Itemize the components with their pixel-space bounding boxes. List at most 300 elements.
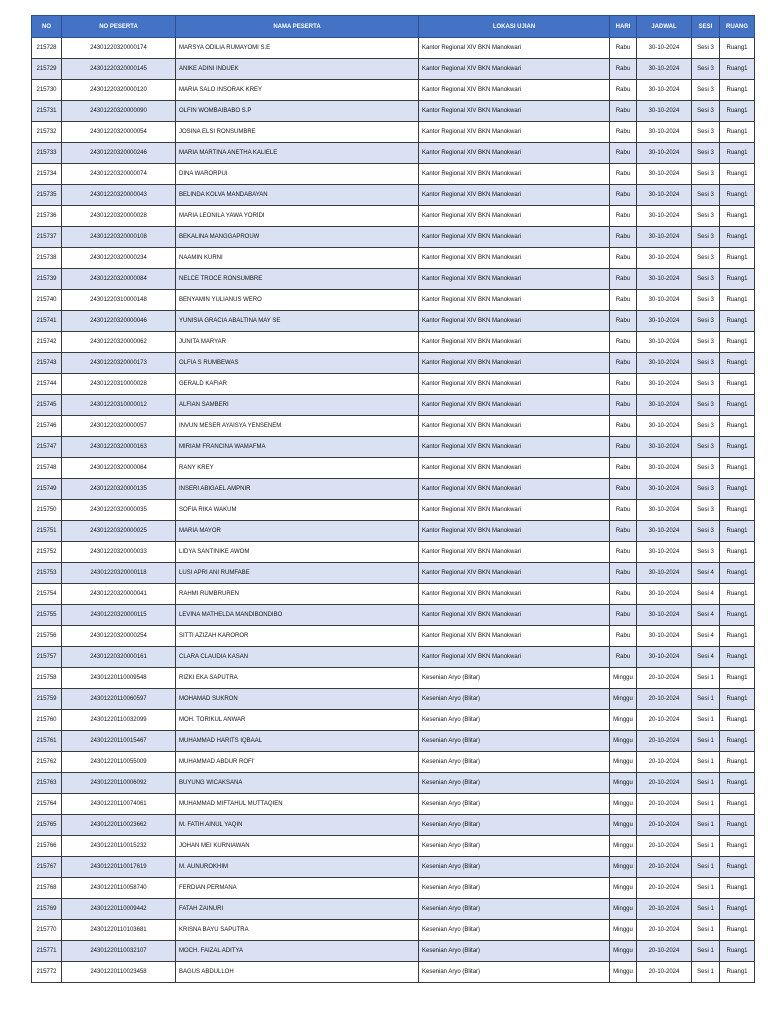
exam-location-cell: Kesenian Aryo (Blitar) <box>419 752 610 773</box>
exam-day-cell: Minggu <box>610 752 637 773</box>
table-row <box>32 857 755 878</box>
row-number-cell: 215744 <box>32 374 62 395</box>
participant-number-cell: 24301220110017619 <box>62 857 176 878</box>
exam-session-cell: Sesi 4 <box>692 647 720 668</box>
exam-date-cell: 20-10-2024 <box>637 920 692 941</box>
participant-number-cell: 24301220310000148 <box>62 290 176 311</box>
exam-room-cell: Ruang1 <box>720 80 755 101</box>
participant-name-cell: BUYUNG WICAKSANA <box>176 773 419 794</box>
exam-session-cell: Sesi 3 <box>692 38 720 59</box>
exam-location-cell: Kantor Regional XIV BKN Manokwari <box>419 374 610 395</box>
exam-session-cell: Sesi 1 <box>692 689 720 710</box>
table-row <box>32 458 755 479</box>
exam-day-cell: Minggu <box>610 836 637 857</box>
row-number-cell: 215755 <box>32 605 62 626</box>
participant-name-cell: M. FATIH AINUL YAQIN <box>176 815 419 836</box>
table-row <box>32 836 755 857</box>
exam-session-cell: Sesi 1 <box>692 878 720 899</box>
participant-number-cell: 24301220320000254 <box>62 626 176 647</box>
exam-location-cell: Kantor Regional XIV BKN Manokwari <box>419 647 610 668</box>
exam-room-cell: Ruang1 <box>720 395 755 416</box>
table-row <box>32 290 755 311</box>
exam-room-cell: Ruang1 <box>720 857 755 878</box>
exam-day-cell: Rabu <box>610 290 637 311</box>
row-number-cell: 215771 <box>32 941 62 962</box>
row-number-cell: 215732 <box>32 122 62 143</box>
exam-session-cell: Sesi 3 <box>692 185 720 206</box>
row-number-cell: 215748 <box>32 458 62 479</box>
exam-date-cell: 30-10-2024 <box>637 647 692 668</box>
exam-date-cell: 30-10-2024 <box>637 605 692 626</box>
column-header-hari: HARI <box>610 16 637 38</box>
exam-location-cell: Kantor Regional XIV BKN Manokwari <box>419 269 610 290</box>
exam-date-cell: 30-10-2024 <box>637 269 692 290</box>
participant-name-cell: BENYAMIN YULIANUS WERO <box>176 290 419 311</box>
participant-name-cell: MUHAMMAD ABDUR ROFI' <box>176 752 419 773</box>
exam-date-cell: 20-10-2024 <box>637 836 692 857</box>
row-number-cell: 215728 <box>32 38 62 59</box>
exam-session-cell: Sesi 3 <box>692 59 720 80</box>
participant-number-cell: 24301220320000041 <box>62 584 176 605</box>
exam-date-cell: 20-10-2024 <box>637 815 692 836</box>
exam-location-cell: Kesenian Aryo (Blitar) <box>419 962 610 983</box>
exam-location-cell: Kantor Regional XIV BKN Manokwari <box>419 227 610 248</box>
participant-number-cell: 24301220110032107 <box>62 941 176 962</box>
exam-location-cell: Kantor Regional XIV BKN Manokwari <box>419 59 610 80</box>
exam-session-cell: Sesi 1 <box>692 773 720 794</box>
exam-room-cell: Ruang1 <box>720 143 755 164</box>
row-number-cell: 215737 <box>32 227 62 248</box>
exam-room-cell: Ruang1 <box>720 605 755 626</box>
participant-name-cell: NELCE TROCE RONSUMBRE <box>176 269 419 290</box>
exam-date-cell: 30-10-2024 <box>637 542 692 563</box>
participant-name-cell: MARIA MARTINA ANETHA KALIELE <box>176 143 419 164</box>
exam-day-cell: Rabu <box>610 38 637 59</box>
participant-table <box>31 15 755 983</box>
exam-location-cell: Kantor Regional XIV BKN Manokwari <box>419 185 610 206</box>
exam-day-cell: Rabu <box>610 206 637 227</box>
exam-location-cell: Kantor Regional XIV BKN Manokwari <box>419 353 610 374</box>
table-row <box>32 626 755 647</box>
row-number-cell: 215731 <box>32 101 62 122</box>
table-row <box>32 941 755 962</box>
exam-location-cell: Kesenian Aryo (Blitar) <box>419 815 610 836</box>
exam-location-cell: Kantor Regional XIV BKN Manokwari <box>419 206 610 227</box>
exam-room-cell: Ruang1 <box>720 836 755 857</box>
participant-name-cell: RAHMI RUMBRUREN <box>176 584 419 605</box>
exam-date-cell: 30-10-2024 <box>637 143 692 164</box>
participant-number-cell: 24301220320000163 <box>62 437 176 458</box>
exam-day-cell: Minggu <box>610 878 637 899</box>
exam-room-cell: Ruang1 <box>720 437 755 458</box>
participant-name-cell: MARIA SALO INSORAK KREY <box>176 80 419 101</box>
exam-session-cell: Sesi 4 <box>692 605 720 626</box>
participant-name-cell: BAGUS ABDULLOH <box>176 962 419 983</box>
participant-number-cell: 24301220310000028 <box>62 374 176 395</box>
exam-room-cell: Ruang1 <box>720 101 755 122</box>
participant-name-cell: NAAMIN KURNI <box>176 248 419 269</box>
participant-number-cell: 24301220310000012 <box>62 395 176 416</box>
table-row <box>32 437 755 458</box>
exam-day-cell: Rabu <box>610 332 637 353</box>
participant-number-cell: 24301220320000084 <box>62 269 176 290</box>
exam-location-cell: Kantor Regional XIV BKN Manokwari <box>419 521 610 542</box>
participant-name-cell: MIRIAM FRANCINA WAMAFMA <box>176 437 419 458</box>
exam-location-cell: Kesenian Aryo (Blitar) <box>419 689 610 710</box>
exam-session-cell: Sesi 3 <box>692 332 720 353</box>
row-number-cell: 215738 <box>32 248 62 269</box>
column-header-no-peserta: NO PESERTA <box>62 16 176 38</box>
exam-day-cell: Rabu <box>610 584 637 605</box>
exam-room-cell: Ruang1 <box>720 479 755 500</box>
exam-location-cell: Kesenian Aryo (Blitar) <box>419 731 610 752</box>
row-number-cell: 215741 <box>32 311 62 332</box>
exam-day-cell: Rabu <box>610 101 637 122</box>
exam-day-cell: Rabu <box>610 122 637 143</box>
exam-day-cell: Rabu <box>610 521 637 542</box>
column-header-lokasi-ujian: LOKASI UJIAN <box>419 16 610 38</box>
exam-date-cell: 30-10-2024 <box>637 80 692 101</box>
exam-day-cell: Minggu <box>610 668 637 689</box>
row-number-cell: 215767 <box>32 857 62 878</box>
exam-room-cell: Ruang1 <box>720 500 755 521</box>
participant-name-cell: JOSINA ELSI RONSUMBRE <box>176 122 419 143</box>
exam-session-cell: Sesi 3 <box>692 206 720 227</box>
exam-session-cell: Sesi 3 <box>692 164 720 185</box>
exam-room-cell: Ruang1 <box>720 122 755 143</box>
exam-day-cell: Rabu <box>610 374 637 395</box>
exam-day-cell: Rabu <box>610 227 637 248</box>
exam-room-cell: Ruang1 <box>720 185 755 206</box>
exam-date-cell: 30-10-2024 <box>637 353 692 374</box>
row-number-cell: 215764 <box>32 794 62 815</box>
participant-number-cell: 24301220110032099 <box>62 710 176 731</box>
participant-name-cell: ALFIAN SAMBERI <box>176 395 419 416</box>
participant-number-cell: 24301220110058740 <box>62 878 176 899</box>
exam-session-cell: Sesi 3 <box>692 269 720 290</box>
table-row <box>32 542 755 563</box>
participant-name-cell: CLARA CLAUDIA KASAN <box>176 647 419 668</box>
participant-name-cell: MUHAMMAD HARITS IQBAAL <box>176 731 419 752</box>
exam-room-cell: Ruang1 <box>720 227 755 248</box>
participant-name-cell: BEKALINA MANGGAPROUW <box>176 227 419 248</box>
row-number-cell: 215743 <box>32 353 62 374</box>
exam-day-cell: Rabu <box>610 563 637 584</box>
participant-name-cell: M. AUNUROKHIM <box>176 857 419 878</box>
exam-location-cell: Kantor Regional XIV BKN Manokwari <box>419 38 610 59</box>
exam-room-cell: Ruang1 <box>720 59 755 80</box>
exam-date-cell: 20-10-2024 <box>637 668 692 689</box>
exam-location-cell: Kantor Regional XIV BKN Manokwari <box>419 101 610 122</box>
exam-date-cell: 30-10-2024 <box>637 332 692 353</box>
exam-date-cell: 30-10-2024 <box>637 563 692 584</box>
exam-date-cell: 30-10-2024 <box>637 59 692 80</box>
row-number-cell: 215753 <box>32 563 62 584</box>
table-row <box>32 80 755 101</box>
participant-number-cell: 24301220320000135 <box>62 479 176 500</box>
exam-date-cell: 30-10-2024 <box>637 521 692 542</box>
exam-location-cell: Kantor Regional XIV BKN Manokwari <box>419 605 610 626</box>
exam-location-cell: Kantor Regional XIV BKN Manokwari <box>419 122 610 143</box>
participant-number-cell: 24301220110015467 <box>62 731 176 752</box>
exam-day-cell: Rabu <box>610 416 637 437</box>
exam-date-cell: 20-10-2024 <box>637 878 692 899</box>
exam-day-cell: Minggu <box>610 710 637 731</box>
participant-number-cell: 24301220320000074 <box>62 164 176 185</box>
exam-day-cell: Minggu <box>610 773 637 794</box>
row-number-cell: 215768 <box>32 878 62 899</box>
exam-date-cell: 20-10-2024 <box>637 794 692 815</box>
exam-location-cell: Kantor Regional XIV BKN Manokwari <box>419 437 610 458</box>
table-row <box>32 521 755 542</box>
row-number-cell: 215756 <box>32 626 62 647</box>
participant-number-cell: 24301220320000025 <box>62 521 176 542</box>
exam-session-cell: Sesi 1 <box>692 815 720 836</box>
exam-session-cell: Sesi 3 <box>692 353 720 374</box>
exam-date-cell: 20-10-2024 <box>637 899 692 920</box>
participant-number-cell: 24301220110023458 <box>62 962 176 983</box>
exam-day-cell: Rabu <box>610 353 637 374</box>
participant-name-cell: INVUN MESER AYAISYA YENSENEM <box>176 416 419 437</box>
exam-location-cell: Kesenian Aryo (Blitar) <box>419 878 610 899</box>
participant-number-cell: 24301220110009548 <box>62 668 176 689</box>
exam-room-cell: Ruang1 <box>720 164 755 185</box>
exam-location-cell: Kesenian Aryo (Blitar) <box>419 773 610 794</box>
exam-day-cell: Minggu <box>610 731 637 752</box>
participant-number-cell: 24301220110015232 <box>62 836 176 857</box>
exam-location-cell: Kesenian Aryo (Blitar) <box>419 794 610 815</box>
table-row <box>32 59 755 80</box>
table-row <box>32 395 755 416</box>
exam-location-cell: Kantor Regional XIV BKN Manokwari <box>419 479 610 500</box>
exam-session-cell: Sesi 1 <box>692 962 720 983</box>
row-number-cell: 215736 <box>32 206 62 227</box>
exam-location-cell: Kantor Regional XIV BKN Manokwari <box>419 563 610 584</box>
exam-room-cell: Ruang1 <box>720 206 755 227</box>
exam-room-cell: Ruang1 <box>720 626 755 647</box>
exam-day-cell: Rabu <box>610 542 637 563</box>
participant-number-cell: 24301220320000090 <box>62 101 176 122</box>
exam-day-cell: Rabu <box>610 500 637 521</box>
exam-session-cell: Sesi 1 <box>692 710 720 731</box>
exam-location-cell: Kantor Regional XIV BKN Manokwari <box>419 332 610 353</box>
table-row <box>32 563 755 584</box>
participant-number-cell: 24301220110055009 <box>62 752 176 773</box>
participant-number-cell: 24301220320000118 <box>62 563 176 584</box>
exam-room-cell: Ruang1 <box>720 584 755 605</box>
exam-session-cell: Sesi 3 <box>692 437 720 458</box>
exam-session-cell: Sesi 1 <box>692 836 720 857</box>
exam-location-cell: Kantor Regional XIV BKN Manokwari <box>419 416 610 437</box>
table-row <box>32 416 755 437</box>
row-number-cell: 215754 <box>32 584 62 605</box>
exam-day-cell: Minggu <box>610 689 637 710</box>
row-number-cell: 215749 <box>32 479 62 500</box>
exam-day-cell: Rabu <box>610 185 637 206</box>
exam-session-cell: Sesi 3 <box>692 416 720 437</box>
table-row <box>32 647 755 668</box>
exam-room-cell: Ruang1 <box>720 563 755 584</box>
table-row <box>32 773 755 794</box>
exam-session-cell: Sesi 3 <box>692 143 720 164</box>
exam-location-cell: Kesenian Aryo (Blitar) <box>419 710 610 731</box>
participant-number-cell: 24301220320000145 <box>62 59 176 80</box>
exam-date-cell: 30-10-2024 <box>637 311 692 332</box>
column-header-no: NO <box>32 16 62 38</box>
participant-name-cell: RIZKI EKA SAPUTRA <box>176 668 419 689</box>
exam-location-cell: Kesenian Aryo (Blitar) <box>419 920 610 941</box>
exam-location-cell: Kantor Regional XIV BKN Manokwari <box>419 80 610 101</box>
exam-room-cell: Ruang1 <box>720 332 755 353</box>
participant-name-cell: MOCH. FAIZAL ADITYA <box>176 941 419 962</box>
exam-room-cell: Ruang1 <box>720 752 755 773</box>
exam-date-cell: 20-10-2024 <box>637 752 692 773</box>
exam-day-cell: Rabu <box>610 479 637 500</box>
table-row <box>32 206 755 227</box>
exam-room-cell: Ruang1 <box>720 542 755 563</box>
table-row <box>32 164 755 185</box>
exam-date-cell: 30-10-2024 <box>637 185 692 206</box>
exam-date-cell: 30-10-2024 <box>637 416 692 437</box>
exam-day-cell: Rabu <box>610 437 637 458</box>
exam-room-cell: Ruang1 <box>720 416 755 437</box>
exam-session-cell: Sesi 4 <box>692 584 720 605</box>
row-number-cell: 215766 <box>32 836 62 857</box>
exam-session-cell: Sesi 1 <box>692 668 720 689</box>
exam-date-cell: 30-10-2024 <box>637 248 692 269</box>
participant-name-cell: INSERI ABIGAEL AMPNIR <box>176 479 419 500</box>
table-row <box>32 752 755 773</box>
exam-date-cell: 30-10-2024 <box>637 374 692 395</box>
participant-number-cell: 24301220110009442 <box>62 899 176 920</box>
participant-number-cell: 24301220110060597 <box>62 689 176 710</box>
exam-location-cell: Kantor Regional XIV BKN Manokwari <box>419 584 610 605</box>
row-number-cell: 215772 <box>32 962 62 983</box>
exam-session-cell: Sesi 3 <box>692 374 720 395</box>
participant-number-cell: 24301220320000043 <box>62 185 176 206</box>
row-number-cell: 215759 <box>32 689 62 710</box>
exam-room-cell: Ruang1 <box>720 38 755 59</box>
exam-session-cell: Sesi 1 <box>692 857 720 878</box>
table-row <box>32 794 755 815</box>
exam-date-cell: 20-10-2024 <box>637 941 692 962</box>
exam-location-cell: Kantor Regional XIV BKN Manokwari <box>419 290 610 311</box>
exam-session-cell: Sesi 3 <box>692 395 720 416</box>
row-number-cell: 215760 <box>32 710 62 731</box>
exam-date-cell: 20-10-2024 <box>637 962 692 983</box>
exam-session-cell: Sesi 1 <box>692 752 720 773</box>
exam-location-cell: Kantor Regional XIV BKN Manokwari <box>419 395 610 416</box>
table-row <box>32 605 755 626</box>
exam-session-cell: Sesi 4 <box>692 626 720 647</box>
table-row <box>32 710 755 731</box>
table-row <box>32 143 755 164</box>
exam-location-cell: Kantor Regional XIV BKN Manokwari <box>419 311 610 332</box>
table-row <box>32 227 755 248</box>
participant-number-cell: 24301220320000046 <box>62 311 176 332</box>
exam-day-cell: Rabu <box>610 311 637 332</box>
participant-name-cell: KRISNA BAYU SAPUTRA <box>176 920 419 941</box>
exam-date-cell: 30-10-2024 <box>637 395 692 416</box>
exam-day-cell: Minggu <box>610 962 637 983</box>
exam-location-cell: Kantor Regional XIV BKN Manokwari <box>419 500 610 521</box>
exam-location-cell: Kantor Regional XIV BKN Manokwari <box>419 542 610 563</box>
exam-room-cell: Ruang1 <box>720 521 755 542</box>
exam-date-cell: 30-10-2024 <box>637 290 692 311</box>
exam-location-cell: Kantor Regional XIV BKN Manokwari <box>419 143 610 164</box>
table-row <box>32 479 755 500</box>
row-number-cell: 215750 <box>32 500 62 521</box>
exam-room-cell: Ruang1 <box>720 248 755 269</box>
exam-session-cell: Sesi 1 <box>692 794 720 815</box>
exam-room-cell: Ruang1 <box>720 290 755 311</box>
exam-room-cell: Ruang1 <box>720 962 755 983</box>
exam-session-cell: Sesi 3 <box>692 290 720 311</box>
exam-day-cell: Rabu <box>610 80 637 101</box>
participant-name-cell: LEVINA MATHELDA MANDIBONDIBO <box>176 605 419 626</box>
exam-day-cell: Rabu <box>610 269 637 290</box>
exam-day-cell: Minggu <box>610 941 637 962</box>
row-number-cell: 215757 <box>32 647 62 668</box>
participant-number-cell: 24301220320000174 <box>62 38 176 59</box>
column-header-nama-peserta: NAMA PESERTA <box>176 16 419 38</box>
exam-room-cell: Ruang1 <box>720 689 755 710</box>
exam-location-cell: Kesenian Aryo (Blitar) <box>419 941 610 962</box>
exam-room-cell: Ruang1 <box>720 731 755 752</box>
exam-room-cell: Ruang1 <box>720 668 755 689</box>
participant-name-cell: JUNITA MARYAR <box>176 332 419 353</box>
exam-date-cell: 20-10-2024 <box>637 857 692 878</box>
participant-name-cell: SITTI AZIZAH KAROROR <box>176 626 419 647</box>
table-header-row <box>32 16 755 38</box>
participant-name-cell: LIDYA SANTINIKE AWOM <box>176 542 419 563</box>
exam-session-cell: Sesi 1 <box>692 941 720 962</box>
exam-day-cell: Minggu <box>610 815 637 836</box>
exam-room-cell: Ruang1 <box>720 794 755 815</box>
table-row <box>32 101 755 122</box>
exam-date-cell: 30-10-2024 <box>637 437 692 458</box>
participant-number-cell: 24301220320000120 <box>62 80 176 101</box>
participant-number-cell: 24301220320000028 <box>62 206 176 227</box>
participant-number-cell: 24301220320000234 <box>62 248 176 269</box>
exam-location-cell: Kantor Regional XIV BKN Manokwari <box>419 164 610 185</box>
exam-session-cell: Sesi 3 <box>692 80 720 101</box>
participant-name-cell: OLFIN WOMBAIBABO S.P <box>176 101 419 122</box>
participant-number-cell: 24301220320000161 <box>62 647 176 668</box>
participant-name-cell: MOH. TORIKUL ANWAR <box>176 710 419 731</box>
exam-date-cell: 30-10-2024 <box>637 584 692 605</box>
table-row <box>32 332 755 353</box>
table-row <box>32 185 755 206</box>
exam-location-cell: Kesenian Aryo (Blitar) <box>419 857 610 878</box>
exam-date-cell: 30-10-2024 <box>637 227 692 248</box>
table-row <box>32 38 755 59</box>
exam-day-cell: Rabu <box>610 605 637 626</box>
exam-date-cell: 20-10-2024 <box>637 773 692 794</box>
exam-room-cell: Ruang1 <box>720 269 755 290</box>
exam-room-cell: Ruang1 <box>720 878 755 899</box>
participant-name-cell: DINA WARORPUI <box>176 164 419 185</box>
exam-location-cell: Kantor Regional XIV BKN Manokwari <box>419 458 610 479</box>
participant-number-cell: 24301220110103681 <box>62 920 176 941</box>
participant-name-cell: MARSYA ODILIA RUMAYOMI S.E <box>176 38 419 59</box>
row-number-cell: 215729 <box>32 59 62 80</box>
table-row <box>32 353 755 374</box>
exam-session-cell: Sesi 3 <box>692 122 720 143</box>
participant-name-cell: YUNISIA GRACIA ABALTINA MAY SE <box>176 311 419 332</box>
exam-session-cell: Sesi 1 <box>692 899 720 920</box>
row-number-cell: 215762 <box>32 752 62 773</box>
